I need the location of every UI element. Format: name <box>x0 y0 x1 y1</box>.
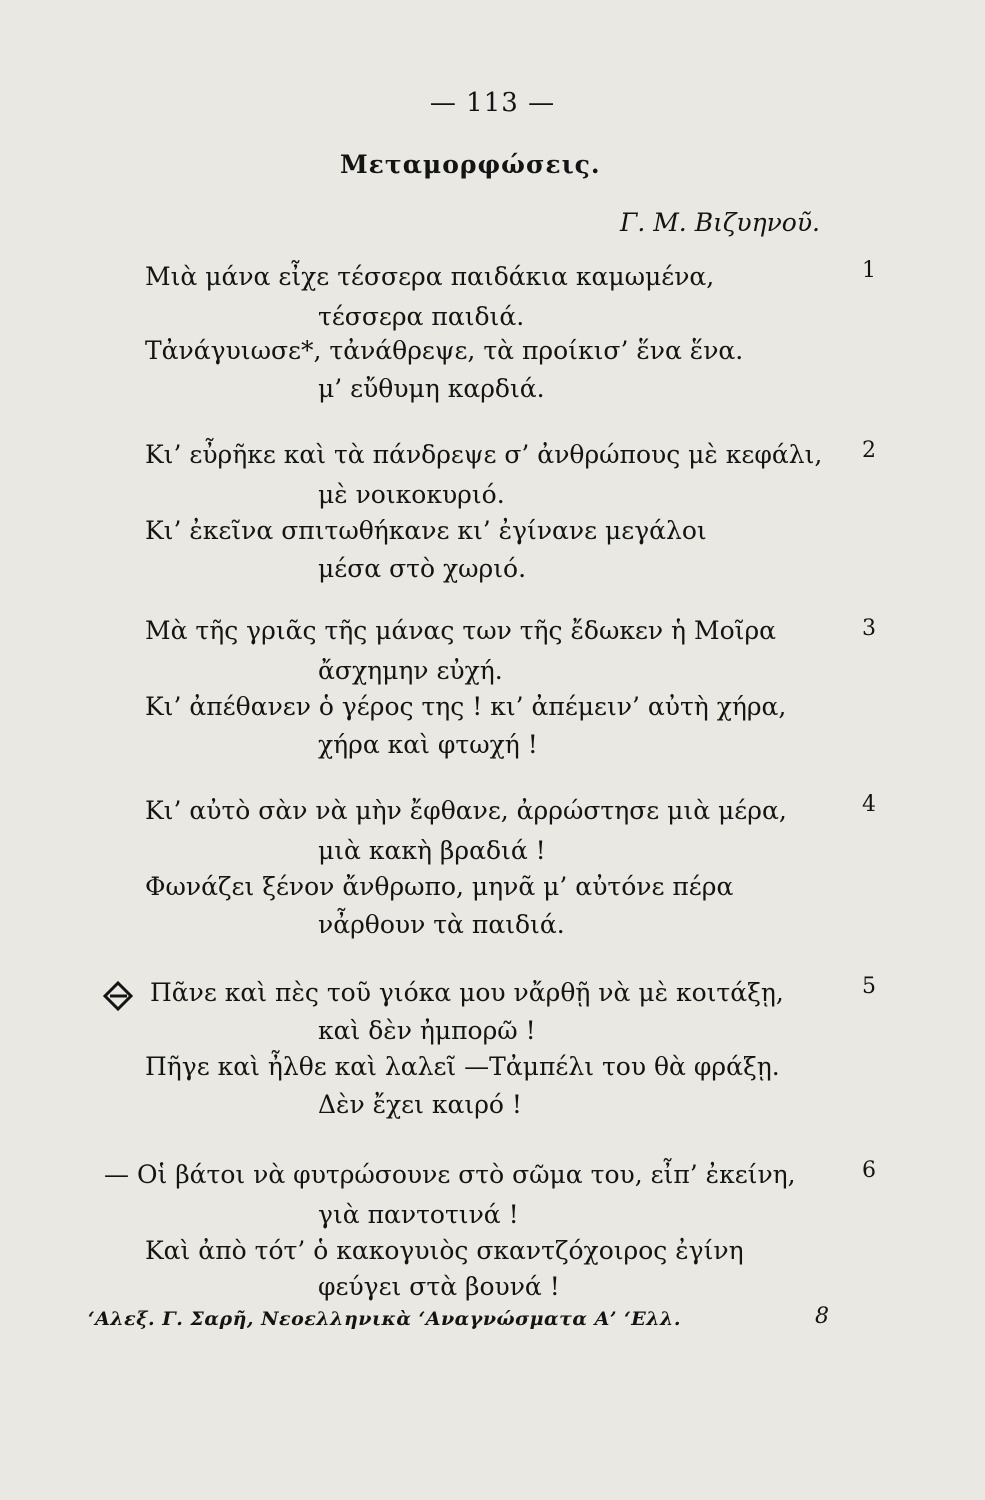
verse-line: γιὰ παντοτινά ! <box>318 1200 519 1229</box>
verse-line: νἆρθουν τὰ παιδιά. <box>318 910 565 939</box>
verse-line: μέσα στὸ χωριό. <box>318 554 527 583</box>
hand-drawn-diamond-mark <box>102 980 134 1012</box>
verse-line: Κι’ εὖρῆκε καὶ τὰ πάνδρεψε σ’ ἀνθρώπους μὲ κεφάλι, <box>145 440 823 469</box>
verse-line: — Οἱ βάτοι νὰ φυτρώσουνε στὸ σῶμα του, εἶπ’ ἐκείνη, <box>104 1160 796 1189</box>
verse-line: Καὶ ἀπὸ τότ’ ὁ κακογυιὸς σκαντζόχοιρος ἐγίνη <box>145 1236 744 1265</box>
page-number: — 113 — <box>429 88 556 118</box>
verse-line: τέσσερα παιδιά. <box>318 302 525 331</box>
stanza-number: 3 <box>862 616 876 641</box>
stanza-number: 1 <box>862 258 876 283</box>
verse-line: Κι’ αὐτὸ σὰν νὰ μὴν ἔφθανε, ἀρρώστησε μιὰ μέρα, <box>145 796 787 825</box>
signature-mark: 8 <box>815 1304 829 1329</box>
footer-citation: ‘Αλεξ. Γ. Σαρῆ, Νεοελληνικὰ ‘Αναγνώσματα Α’ ‘Ελλ. <box>88 1308 681 1330</box>
poem-author: Γ. Μ. Βιζυηνοῦ. <box>619 208 820 237</box>
verse-line: Μὰ τῆς γριᾶς τῆς μάνας των τῆς ἔδωκεν ἡ Μοῖρα <box>145 616 777 645</box>
poem-title: Μεταμορφώσεις. <box>340 150 601 179</box>
verse-line: Κι’ ἐκεῖνα σπιτωθήκανε κι’ ἐγίνανε μεγάλοι <box>145 516 707 545</box>
verse-line: χήρα καὶ φτωχή ! <box>318 730 538 759</box>
verse-line: μὲ νοικοκυριό. <box>318 480 505 509</box>
verse-line: Τἀνάγυιωσε*, τἀνάθρεψε, τὰ προίκισ’ ἕνα ἕνα. <box>145 336 744 365</box>
stanza-number: 6 <box>862 1158 876 1183</box>
verse-line: μιὰ κακὴ βραδιά ! <box>318 836 546 865</box>
verse-line: ἄσχημην εὐχή. <box>318 656 503 685</box>
stanza-number: 5 <box>862 974 876 999</box>
stanza-number: 2 <box>862 438 876 463</box>
verse-line: καὶ δὲν ἠμπορῶ ! <box>318 1016 536 1045</box>
verse-line: Φωνάζει ξένον ἄνθρωπο, μηνᾶ μ’ αὐτόνε πέρα <box>145 872 734 901</box>
verse-line: φεύγει στὰ βουνά ! <box>318 1272 560 1301</box>
verse-line: Μιὰ μάνα εἶχε τέσσερα παιδάκια καμωμένα, <box>145 262 715 291</box>
verse-line: μ’ εὔθυμη καρδιά. <box>318 374 545 403</box>
verse-line: Κι’ ἀπέθανεν ὁ γέρος της ! κι’ ἀπέμειν’ αὐτὴ χήρα, <box>145 692 787 721</box>
stanza-number: 4 <box>862 792 876 817</box>
verse-line: Πᾶνε καὶ πὲς τοῦ γιόκα μου νἄρθῇ νὰ μὲ κοιτάξῃ, <box>150 978 784 1007</box>
verse-line: Δὲν ἔχει καιρό ! <box>318 1090 522 1119</box>
verse-line: Πῆγε καὶ ἦλθε καὶ λαλεῖ —Τἀμπέλι του θὰ φράξῃ. <box>145 1052 780 1081</box>
